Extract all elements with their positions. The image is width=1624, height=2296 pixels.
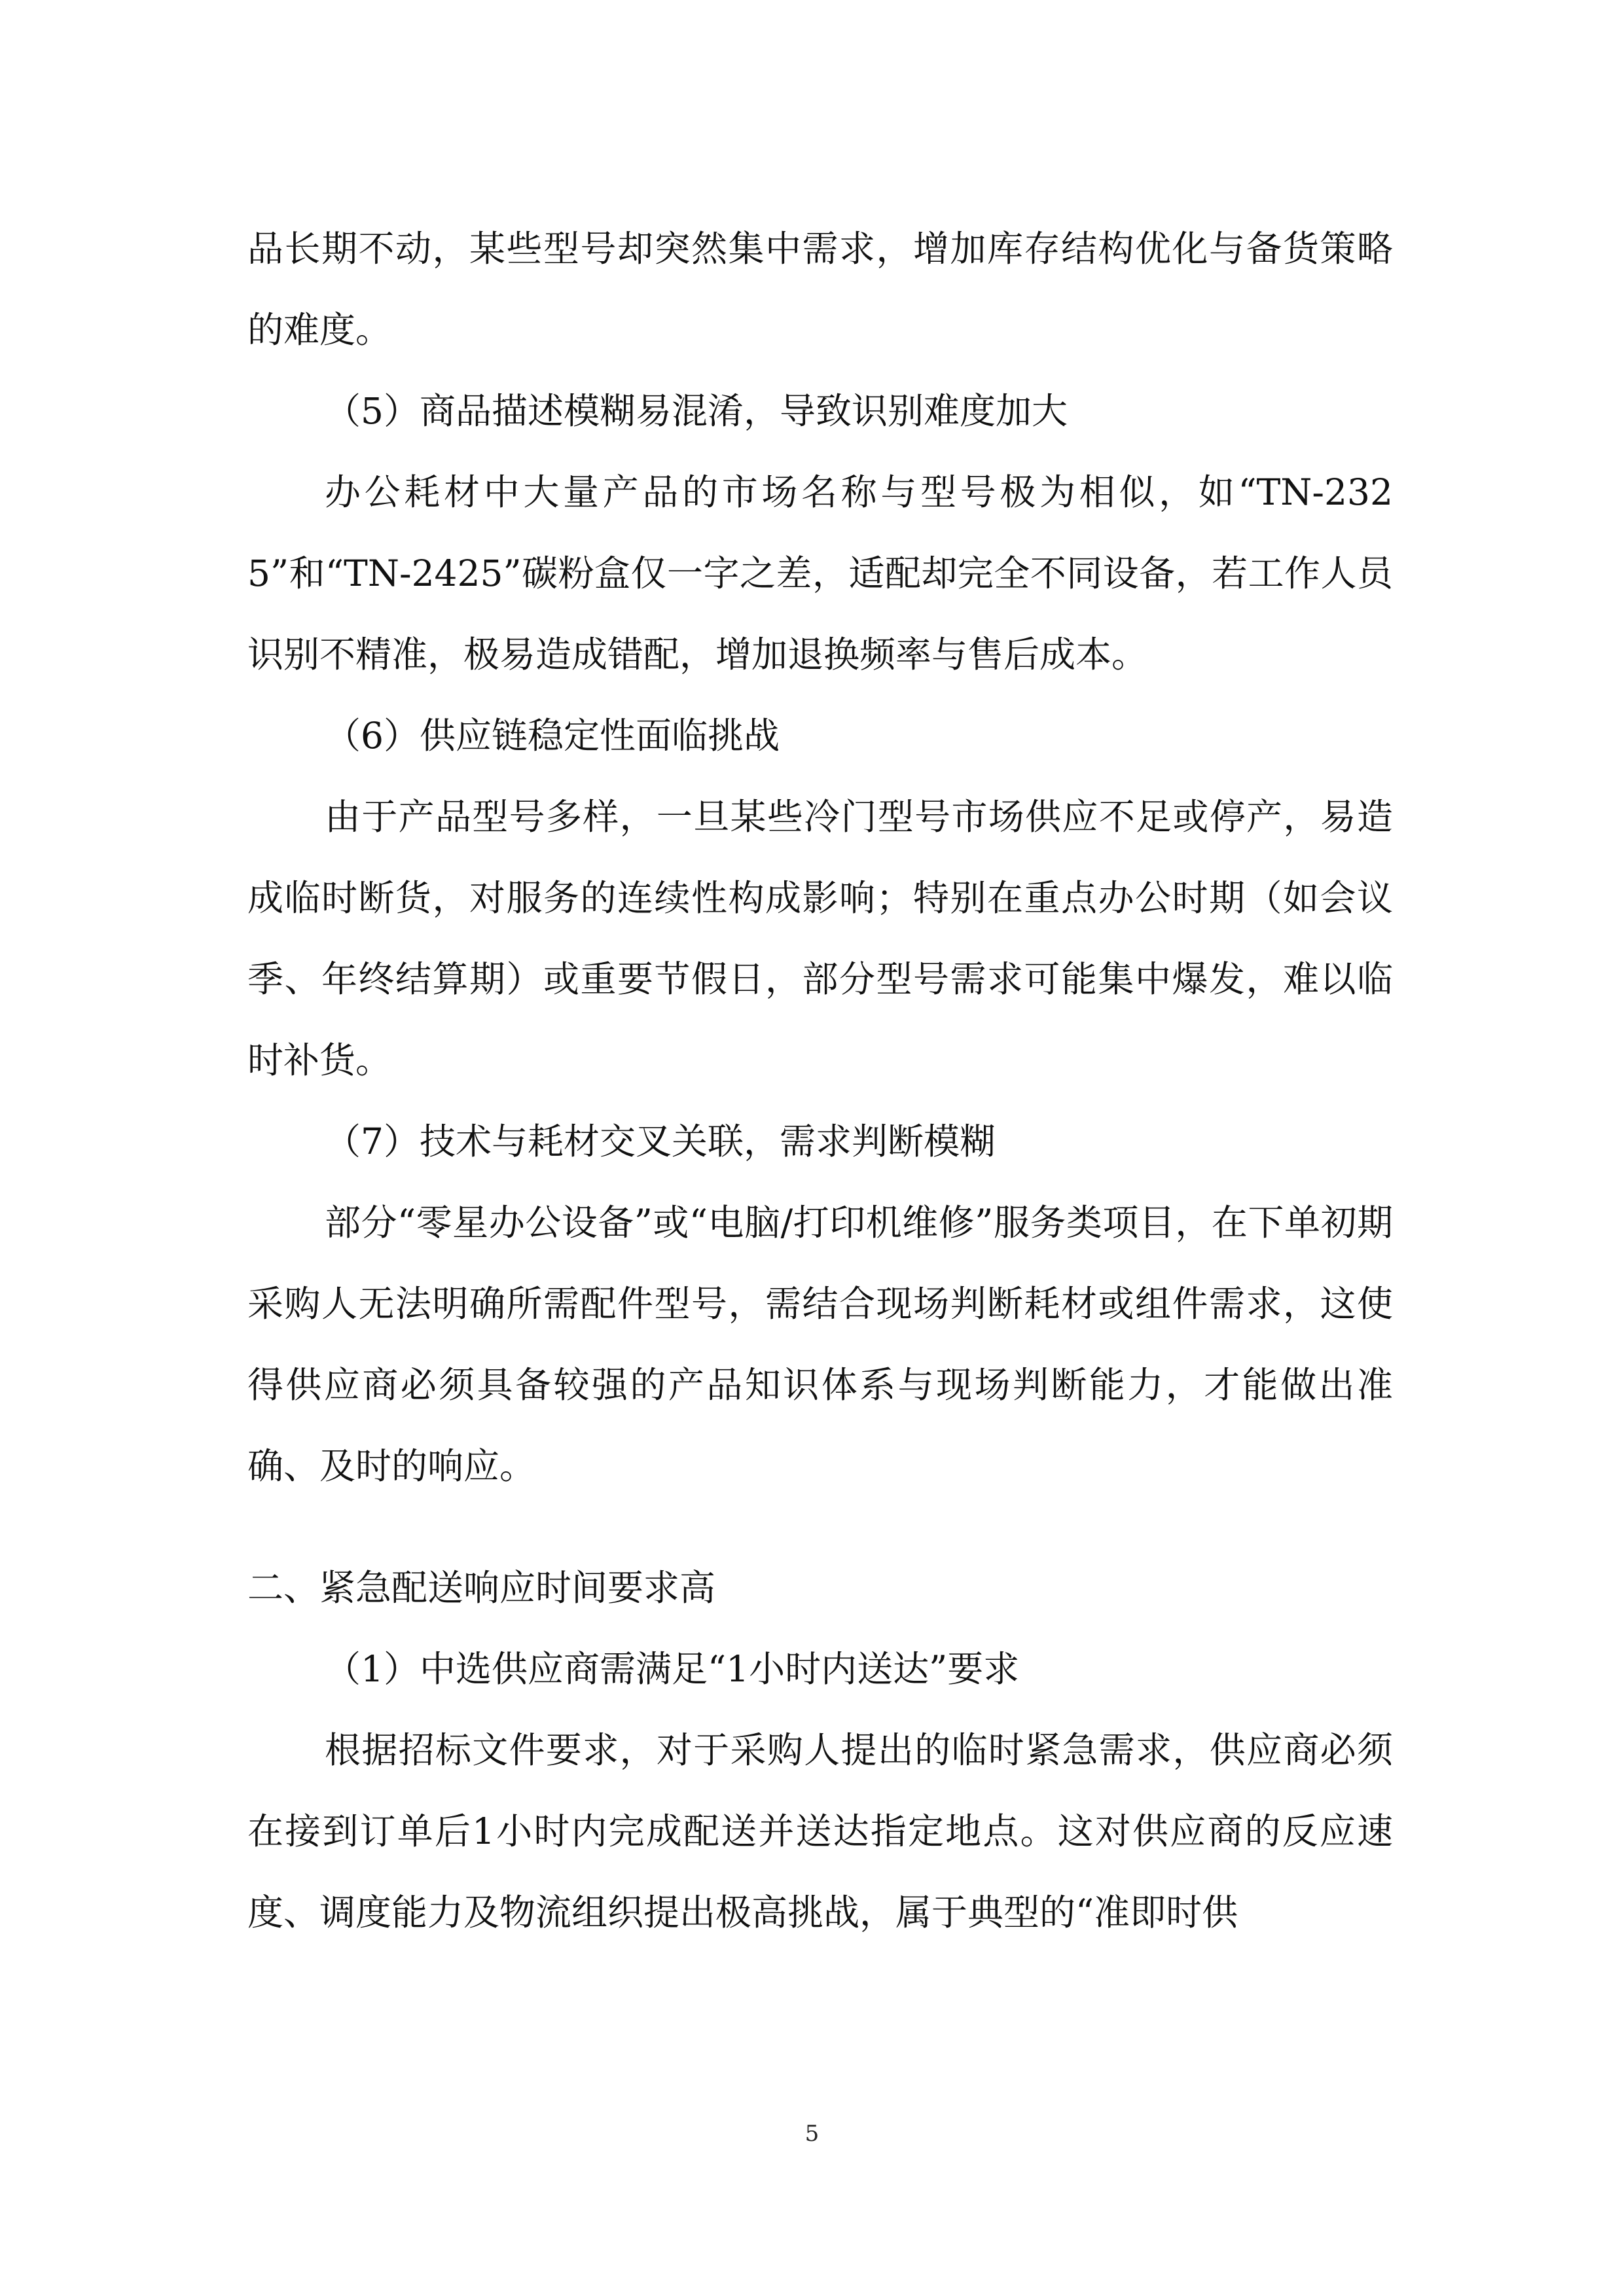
document-body <box>247 208 1393 1953</box>
paragraph-continued: 品长期不动，某些型号却突然集中需求，增加库存结构优化与备货策略的难度。 <box>247 228 1393 351</box>
subheading-7: （7）技术与耗材交叉关联，需求判断模糊 <box>325 1121 996 1162</box>
page-number: 5 <box>804 2121 820 2147</box>
subheading-2-1: （1）中选供应商需满足“1小时内送达”要求 <box>325 1648 1020 1690</box>
subheading-6: （6）供应链稳定性面临挑战 <box>325 715 780 757</box>
paragraph-7: 部分“零星办公设备”或“电脑/打印机维修”服务类项目，在下单初期采购人无法明确所需配件型号，需结合现场判断耗材或组件需求，这使得供应商必须具备较强的产品知识体系与现场判断能力，才能做出准确、及时的响应。 <box>247 1202 1393 1487</box>
paragraph-5: 办公耗材中大量产品的市场名称与型号极为相似，如“TN-2325”和“TN-2425”碳粉盒仅一字之差，适配却完全不同设备，若工作人员识别不精准，极易造成错配，增加退换频率与售后成本。 <box>247 471 1393 675</box>
section-title-2: 二、紧急配送响应时间要求高 <box>247 1567 716 1609</box>
paragraph-6: 由于产品型号多样，一旦某些冷门型号市场供应不足或停产，易造成临时断货，对服务的连续性构成影响；特别在重点办公时期（如会议季、年终结算期）或重要节假日，部分型号需求可能集中爆发，难以临时补货。 <box>247 796 1393 1081</box>
paragraph-2-1: 根据招标文件要求，对于采购人提出的临时紧急需求，供应商必须在接到订单后1小时内完成配送并送达指定地点。这对供应商的反应速度、调度能力及物流组织提出极高挑战，属于典型的“准即时供 <box>247 1729 1393 1933</box>
subheading-5: （5）商品描述模糊易混淆，导致识别难度加大 <box>325 390 1068 432</box>
